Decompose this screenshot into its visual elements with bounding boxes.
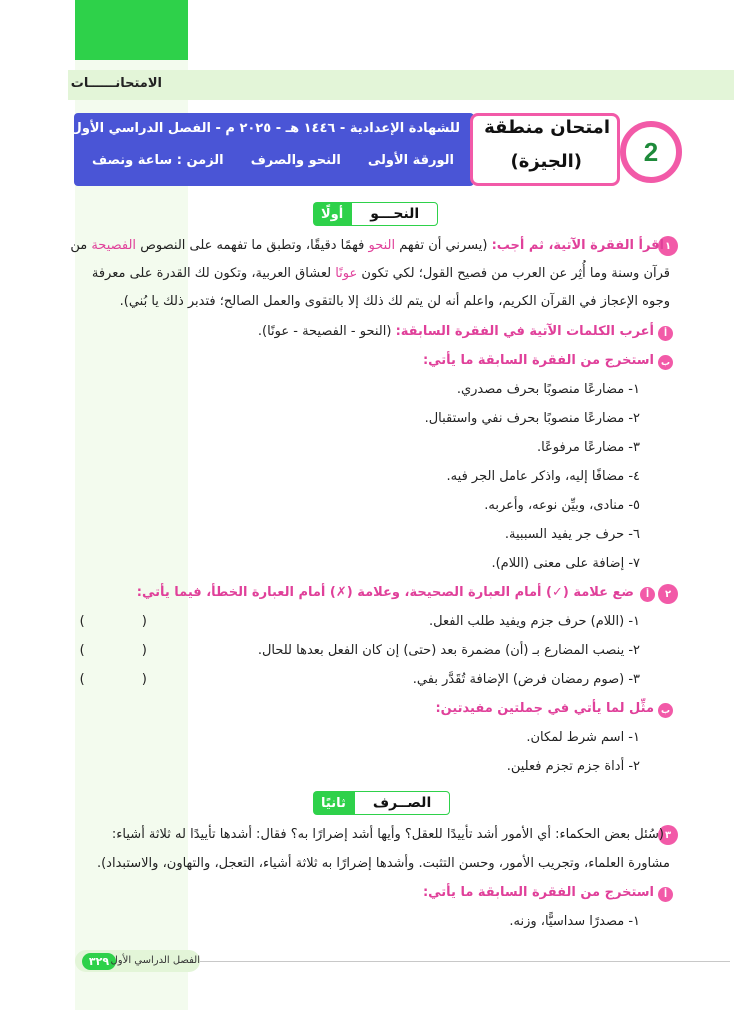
q1-a-line (258, 324, 654, 339)
q1-line2-a: قرآن وسنة وما أُثِر عن العرب من فصيح القول؛ لكي تكون (361, 266, 670, 281)
q2-b-badge: ب (658, 703, 673, 718)
section-grammar-pill (313, 202, 437, 226)
section-grammar-name: النحـــو (351, 202, 438, 226)
q2-a-answer-3[interactable]: ( ) (78, 672, 149, 687)
q3-passage-line2: مشاورة العلماء، وتجريب الأمور، وحسن التثبت. وأشدها إضرارًا به ثلاثة أشياء، التعجل، والتهاون، والاستبداد). (96, 856, 670, 871)
q1-b-item-1: ١- مضارعًا منصوبًا بحرف مصدري. (456, 382, 640, 397)
q2-a-prompt: ضع علامة (✓) أمام العبارة الصحيحة، وعلامة (✗) أمام العبارة الخطأ، فيما يأتي: (136, 585, 634, 600)
section-morphology-tag: ثانيًا (313, 791, 354, 815)
q2-b-item-2: ٢- أداة جزم تجزم فعلين. (506, 759, 640, 774)
exam-subject: النحو والصرف (250, 153, 341, 168)
section-morphology-name: الصــرف (354, 791, 450, 815)
q2-a-item-2: ٢- ينصب المضارع بـ (أن) مضمرة بعد (حتى) إن كان الفعل بعدها للحال. (257, 643, 640, 658)
q1-line2-b: لعشاق العربية، وتكون لك القدرة على معرفة (91, 266, 332, 281)
q1-a-words: (النحو - الفصيحة - عونًا). (257, 324, 392, 339)
q1-text-b: فهمًا دقيقًا، وتطبق ما تفهمه على النصوص (140, 238, 365, 253)
q1-word-fasiha: الفصيحة (91, 238, 137, 253)
exam-certificate-line: للشهادة الإعدادية - ١٤٤٦ هـ - ٢٠٢٥ م - الفصل الدراسي الأول (70, 121, 460, 136)
top-green-block (75, 0, 188, 60)
q1-word-awn: عونًا (335, 266, 358, 281)
exam-details-row (92, 153, 454, 168)
q2-a-badge: أ (640, 587, 655, 602)
q1-text-a: (يسرني أن تفهم (399, 238, 488, 253)
footer-term-label: الفصل الدراسي الأول (110, 955, 200, 966)
section-morphology-pill (313, 791, 449, 815)
q3-passage-line1: (سُئل بعض الحكماء: أي الأمور أشد تأييدًا للعقل؟ وأيها أشد إضرارًا به؟ فقال: أشدها تأييدًا له ثلاثة أشياء: (111, 827, 664, 842)
header-title: الامتحانــــــات (70, 76, 162, 91)
q2-badge: ٢ (658, 584, 678, 604)
exam-number: 2 (643, 136, 659, 167)
q1-b-item-3: ٣- مضارعًا مرفوعًا. (536, 440, 640, 455)
q1-passage-line3: وجوه الإعجاز في القرآن الكريم، واعلم أنه لن يتم لك ذلك إلا بالتقوى والعمل الصالح؛ فتدبر ذلك يا بُني). (119, 294, 670, 309)
q2-a-answer-1[interactable]: ( ) (78, 614, 149, 629)
q2-b-prompt: مثِّل لما يأتي في جملتين مفيدتين: (435, 701, 654, 716)
q1-a-prompt: أعرب الكلمات الآتية في الفقرة السابقة: (395, 324, 654, 339)
q1-prompt: اقرأ الفقرة الآتية، ثم أجب: (491, 238, 664, 253)
q1-b-item-2: ٢- مضارعًا منصوبًا بحرف نفي واستقبال. (424, 411, 640, 426)
q1-b-item-7: ٧- إضافة على معنى (اللام). (491, 556, 640, 571)
exam-paper: الورقة الأولى (367, 153, 454, 168)
q1-passage-line1 (70, 238, 664, 253)
section-grammar-tag: أولًا (313, 202, 351, 226)
footer-divider (200, 961, 730, 962)
q1-b-item-4: ٤- مضافًا إليه، واذكر عامل الجر فيه. (446, 469, 640, 484)
q1-b-badge: ب (658, 355, 673, 370)
exam-number-badge (620, 121, 682, 183)
q1-text-c: من (70, 238, 88, 253)
page-number: ٣٢٩ (82, 953, 116, 970)
q2-a-answer-2[interactable]: ( ) (78, 643, 149, 658)
q1-b-item-5: ٥- منادى، وبيِّن نوعه، وأعربه. (484, 498, 640, 513)
q2-b-item-1: ١- اسم شرط لمكان. (526, 730, 640, 745)
q2-a-item-3: ٣- (صوم رمضان فرض) الإضافة تُقَدَّر بفي. (412, 672, 640, 687)
q3-a-prompt: استخرج من الفقرة السابقة ما يأتي: (422, 885, 654, 900)
q1-b-item-6: ٦- حرف جر يفيد السببية. (504, 527, 640, 542)
q3-badge: ٣ (658, 825, 678, 845)
region-name: (الجيزة) (510, 151, 582, 172)
q1-b-prompt: استخرج من الفقرة السابقة ما يأتي: (422, 353, 654, 368)
q2-a-item-1: ١- (اللام) حرف جزم ويفيد طلب الفعل. (429, 614, 640, 629)
q1-a-badge: أ (658, 326, 673, 341)
header-bar (68, 70, 734, 100)
exam-time: الزمن : ساعة ونصف (92, 153, 224, 168)
q1-word-nahw: النحو (368, 238, 396, 253)
region-title: امتحان منطقة (484, 117, 610, 138)
q3-a-item-1: ١- مصدرًا سداسيًّا، وزنه. (509, 914, 640, 929)
q1-badge: ١ (658, 236, 678, 256)
q3-a-badge: أ (658, 887, 673, 902)
q1-passage-line2 (92, 266, 670, 281)
